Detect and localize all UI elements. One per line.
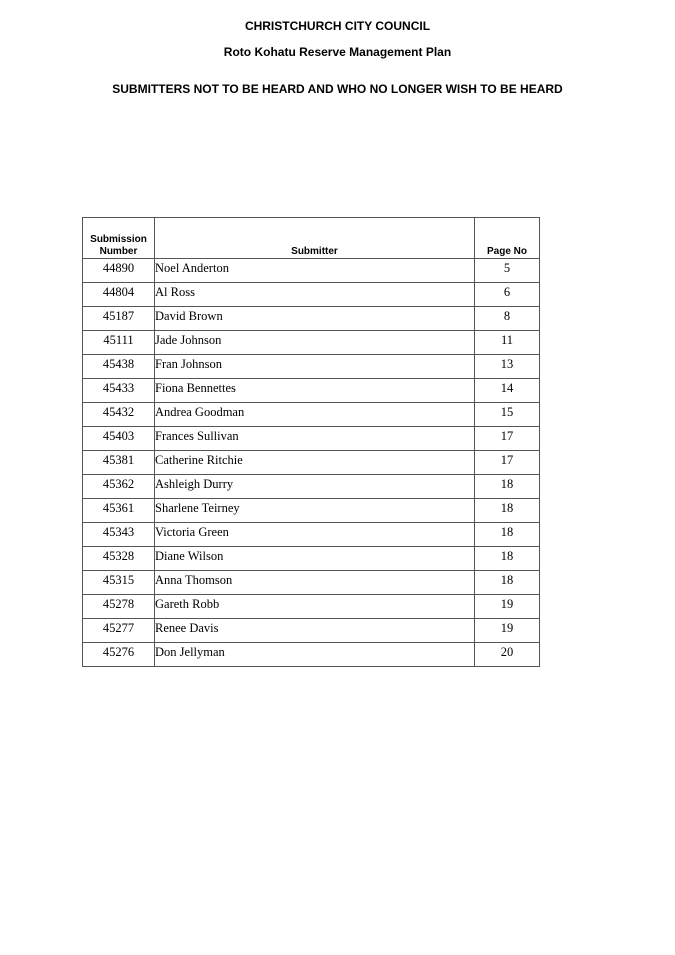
page-number-cell: 20 xyxy=(475,643,540,667)
submission-number-cell: 45432 xyxy=(83,403,155,427)
section-title: SUBMITTERS NOT TO BE HEARD AND WHO NO LONGER WISH TO BE HEARD xyxy=(112,82,563,96)
submission-number-cell: 44804 xyxy=(83,283,155,307)
table-row xyxy=(83,523,540,547)
page-number-cell: 19 xyxy=(475,619,540,643)
table-row xyxy=(83,547,540,571)
table-row xyxy=(83,283,540,307)
table-body xyxy=(83,259,540,667)
submission-number-cell: 45187 xyxy=(83,307,155,331)
submission-number-cell: 45438 xyxy=(83,355,155,379)
submitter-name-cell: David Brown xyxy=(155,307,475,331)
council-title: CHRISTCHURCH CITY COUNCIL xyxy=(244,19,431,33)
page-number-cell: 17 xyxy=(475,451,540,475)
submitter-name-cell: Fran Johnson xyxy=(155,355,475,379)
submission-number-cell: 45433 xyxy=(83,379,155,403)
page-number-cell: 18 xyxy=(475,547,540,571)
table-row xyxy=(83,571,540,595)
page-number-cell: 18 xyxy=(475,571,540,595)
page-number-cell: 14 xyxy=(475,379,540,403)
submitter-name-cell: Diane Wilson xyxy=(155,547,475,571)
page-number-cell: 18 xyxy=(475,499,540,523)
table-row xyxy=(83,499,540,523)
submitter-name-cell: Don Jellyman xyxy=(155,643,475,667)
submission-number-cell: 45328 xyxy=(83,547,155,571)
submitter-name-cell: Gareth Robb xyxy=(155,595,475,619)
table-row xyxy=(83,595,540,619)
table-row xyxy=(83,427,540,451)
table-header-row xyxy=(83,218,540,259)
submission-number-cell: 45315 xyxy=(83,571,155,595)
page-number-cell: 15 xyxy=(475,403,540,427)
submitter-name-cell: Ashleigh Durry xyxy=(155,475,475,499)
column-header-submitter: Submitter xyxy=(155,218,475,259)
submitter-name-cell: Anna Thomson xyxy=(155,571,475,595)
page-number-cell: 13 xyxy=(475,355,540,379)
plan-title: Roto Kohatu Reserve Management Plan xyxy=(223,45,452,59)
submitter-name-cell: Victoria Green xyxy=(155,523,475,547)
table-row xyxy=(83,307,540,331)
submitter-name-cell: Jade Johnson xyxy=(155,331,475,355)
submitter-name-cell: Al Ross xyxy=(155,283,475,307)
submitters-table xyxy=(82,217,540,667)
page-number-cell: 17 xyxy=(475,427,540,451)
page-number-cell: 11 xyxy=(475,331,540,355)
submission-number-cell: 45403 xyxy=(83,427,155,451)
submission-number-cell: 45381 xyxy=(83,451,155,475)
page-number-cell: 6 xyxy=(475,283,540,307)
page-number-cell: 18 xyxy=(475,523,540,547)
column-header-submission-number xyxy=(83,218,155,259)
submission-number-cell: 45111 xyxy=(83,331,155,355)
column-header-page-no: Page No xyxy=(475,218,540,259)
submitter-name-cell: Noel Anderton xyxy=(155,259,475,283)
table-row xyxy=(83,475,540,499)
submission-number-cell: 45276 xyxy=(83,643,155,667)
page-number-cell: 18 xyxy=(475,475,540,499)
submitter-name-cell: Renee Davis xyxy=(155,619,475,643)
table-row xyxy=(83,331,540,355)
table-row xyxy=(83,403,540,427)
submitter-name-cell: Fiona Bennettes xyxy=(155,379,475,403)
submitter-name-cell: Catherine Ritchie xyxy=(155,451,475,475)
table-row xyxy=(83,355,540,379)
submitter-name-cell: Frances Sullivan xyxy=(155,427,475,451)
submission-number-cell: 44890 xyxy=(83,259,155,283)
submitter-name-cell: Sharlene Teirney xyxy=(155,499,475,523)
table-row xyxy=(83,643,540,667)
submission-number-cell: 45343 xyxy=(83,523,155,547)
table-row xyxy=(83,379,540,403)
column-header-number-line2: Number xyxy=(99,246,138,257)
submitter-name-cell: Andrea Goodman xyxy=(155,403,475,427)
page-number-cell: 5 xyxy=(475,259,540,283)
table-row xyxy=(83,451,540,475)
page-number-cell: 19 xyxy=(475,595,540,619)
submission-number-cell: 45362 xyxy=(83,475,155,499)
page-number-cell: 8 xyxy=(475,307,540,331)
submission-number-cell: 45278 xyxy=(83,595,155,619)
submission-number-cell: 45361 xyxy=(83,499,155,523)
column-header-number-line1: Submission xyxy=(90,234,147,245)
table-row xyxy=(83,619,540,643)
table-row xyxy=(83,259,540,283)
submission-number-cell: 45277 xyxy=(83,619,155,643)
